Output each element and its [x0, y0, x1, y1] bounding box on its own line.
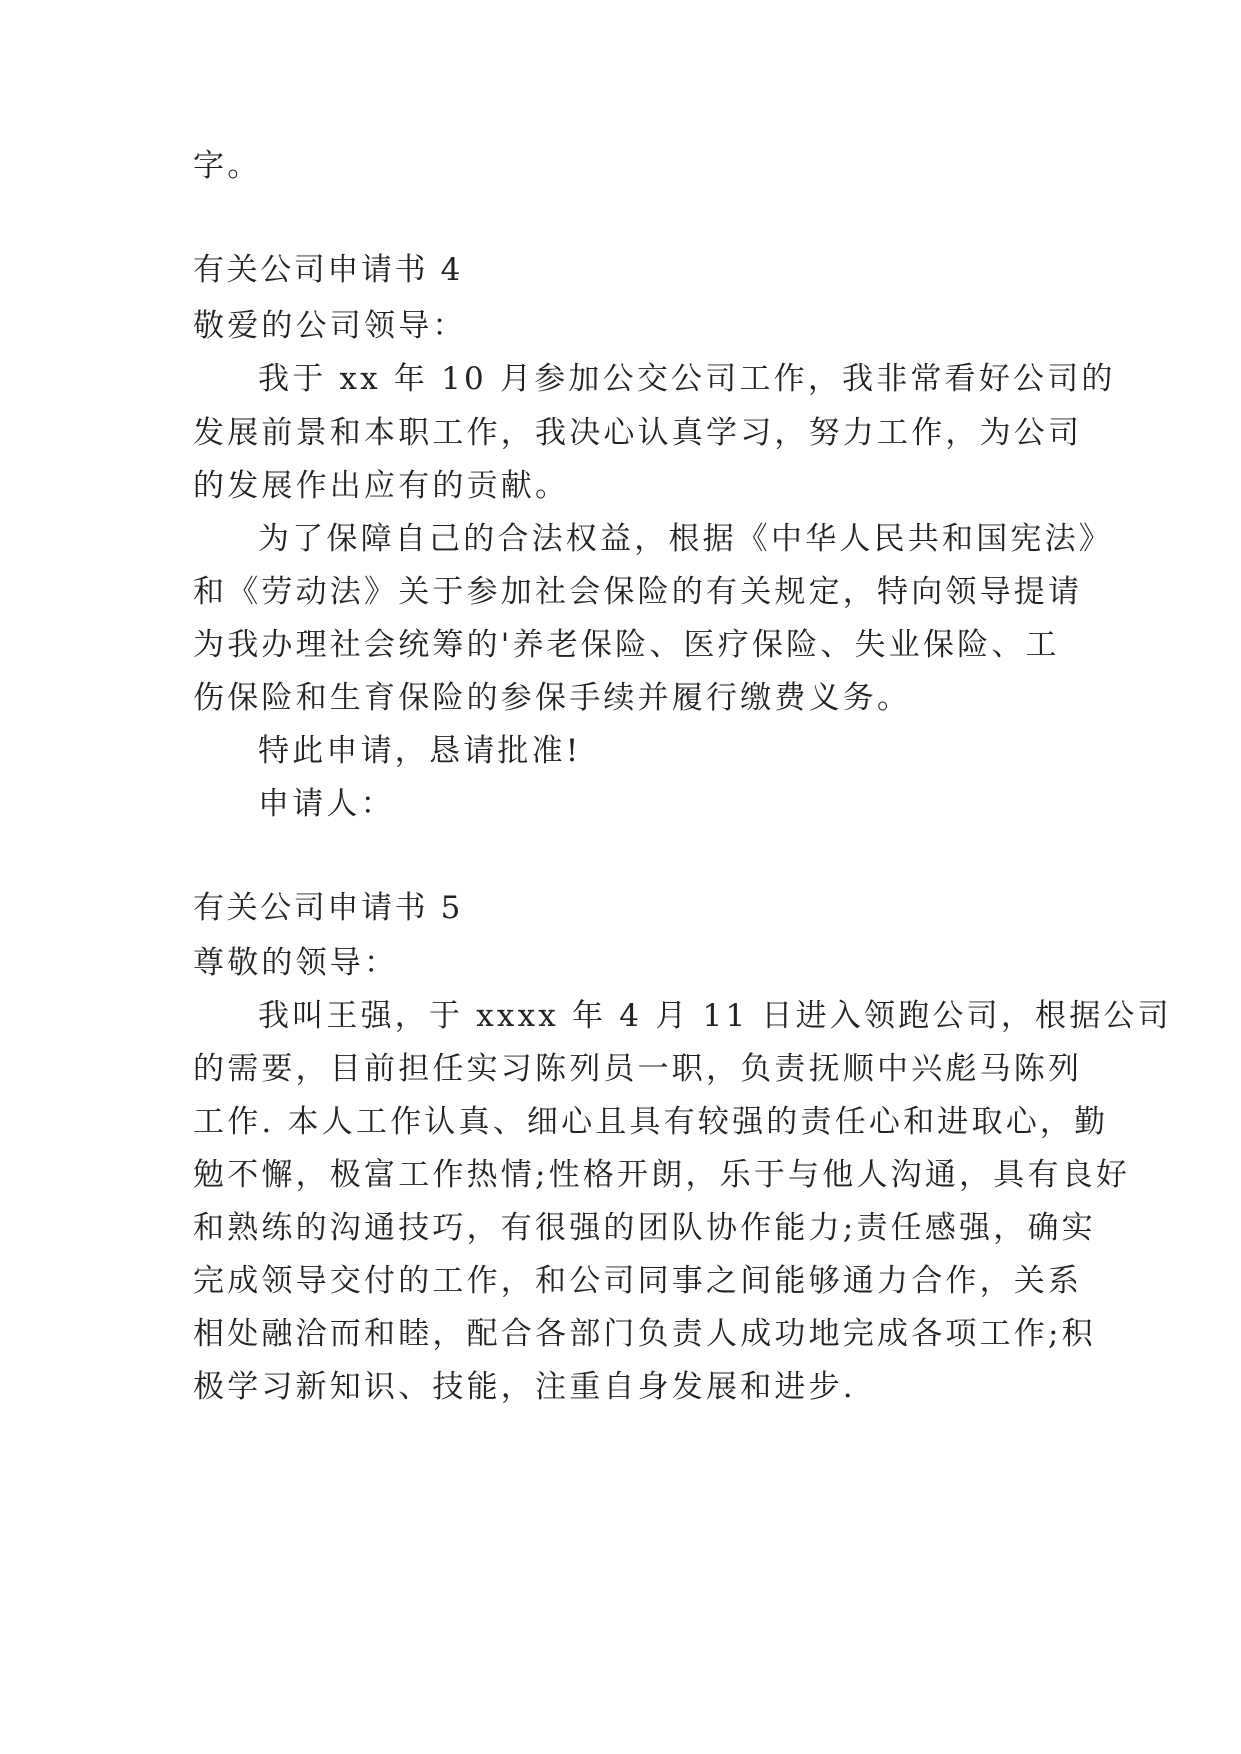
section-4-applicant: 申请人： [258, 786, 395, 822]
section-4-paragraph-line: 发展前景和本职工作，我决心认真学习，努力工作，为公司 [193, 415, 1083, 451]
section-5-title: 有关公司申请书 5 [193, 890, 463, 926]
section-4-title: 有关公司申请书 4 [193, 252, 463, 288]
section-5-paragraph-line: 和熟练的沟通技巧，有很强的团队协作能力;责任感强，确实 [193, 1210, 1096, 1246]
section-4-paragraph-line: 我于 xx 年 10 月参加公交公司工作，我非常看好公司的 [258, 361, 1116, 397]
continuation-text: 字。 [193, 148, 262, 184]
section-4-salutation: 敬爱的公司领导： [193, 308, 467, 344]
section-5-salutation: 尊敬的领导： [193, 945, 399, 981]
section-4-paragraph-line: 的发展作出应有的贡献。 [193, 468, 570, 504]
section-4-closing: 特此申请，恳请批准! [258, 733, 582, 769]
section-4-paragraph-line: 为我办理社会统筹的'养老保险、医疗保险、失业保险、工 [193, 627, 1060, 663]
section-5-paragraph-line: 勉不懈，极富工作热情;性格开朗，乐于与他人沟通，具有良好 [193, 1157, 1131, 1193]
section-4-paragraph-line: 为了保障自己的合法权益，根据《中华人民共和国宪法》 [258, 521, 1113, 557]
section-5-paragraph-line: 工作. 本人工作认真、细心且具有较强的责任心和进取心，勤 [193, 1104, 1109, 1140]
section-5-paragraph-line: 我叫王强，于 xxxx 年 4 月 11 日进入领跑公司，根据公司 [258, 998, 1172, 1034]
section-5-paragraph-line: 完成领导交付的工作，和公司同事之间能够通力合作，关系 [193, 1263, 1083, 1299]
section-5-paragraph-line: 相处融洽而和睦，配合各部门负责人成功地完成各项工作;积 [193, 1316, 1096, 1352]
section-4-paragraph-line: 和《劳动法》关于参加社会保险的有关规定，特向领导提请 [193, 574, 1083, 610]
section-4-paragraph-line: 伤保险和生育保险的参保手续并履行缴费义务。 [193, 680, 912, 716]
section-5-paragraph-line: 的需要，目前担任实习陈列员一职，负责抚顺中兴彪马陈列 [193, 1051, 1083, 1087]
section-5-paragraph-line: 极学习新知识、技能，注重自身发展和进步. [193, 1369, 856, 1405]
